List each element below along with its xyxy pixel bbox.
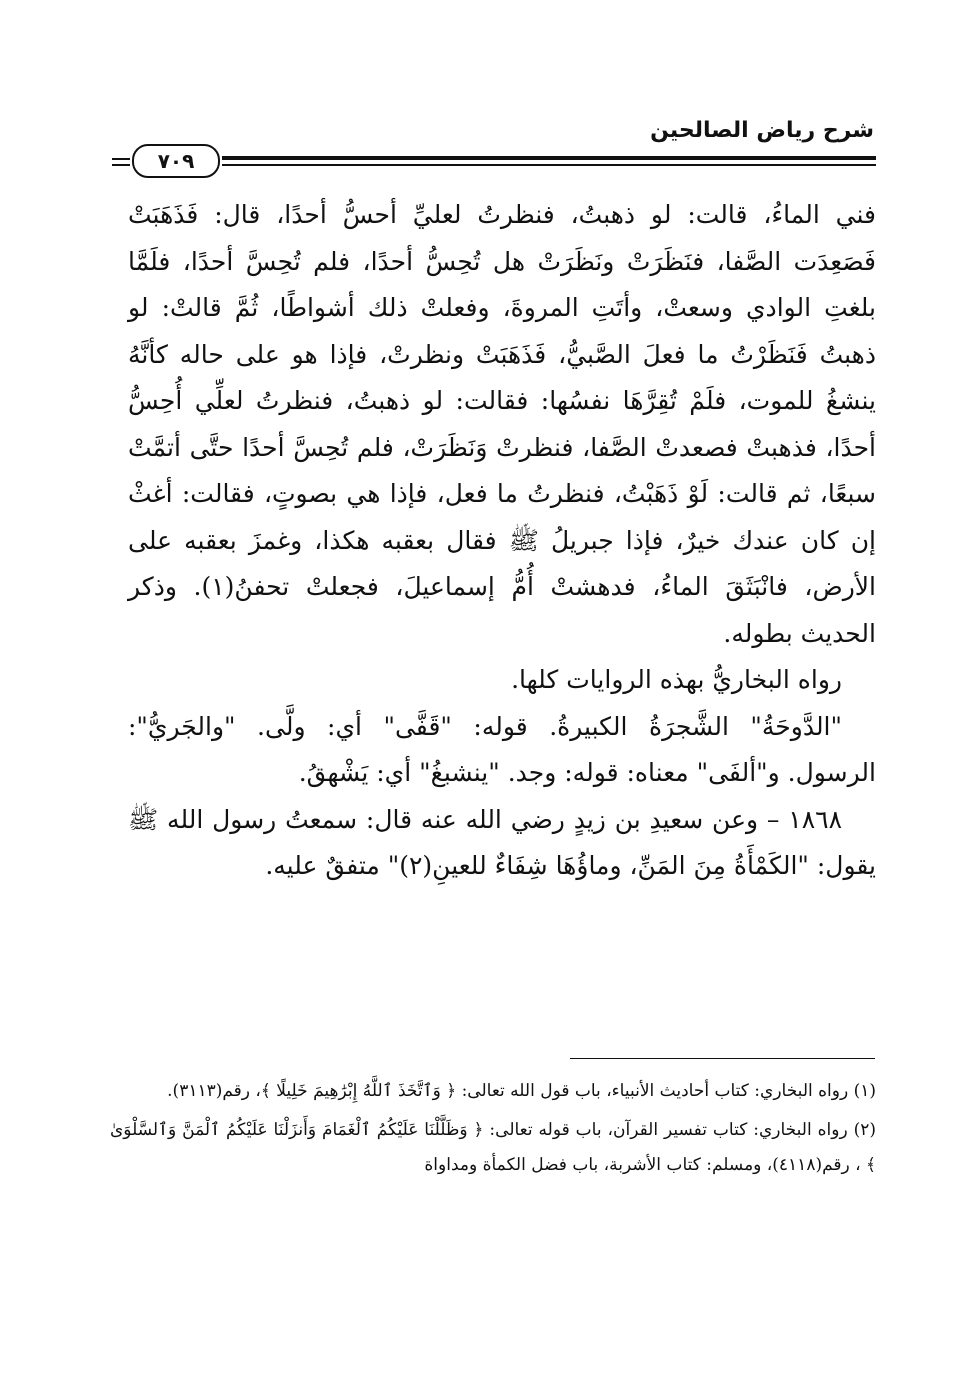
header-rule bbox=[222, 156, 876, 160]
footnotes bbox=[110, 1074, 876, 1187]
header-rule-thin bbox=[222, 164, 876, 166]
footnote: (١) رواه البخاري: كتاب أحاديث الأنبياء، باب قول الله تعالى: ﴿ وَٱتَّخَذَ ٱللَّهُ إِبْرَٰهِيمَ خَلِيلًا ﴾، رقم(٣١١٣). bbox=[167, 1081, 876, 1101]
paragraph: رواه البخاريُّ بهذه الروايات كلها. bbox=[511, 665, 842, 694]
main-text bbox=[128, 192, 876, 890]
page-header bbox=[112, 118, 876, 180]
hadith-paragraph: ١٨٦٨ – وعن سعيدِ بن زيدٍ رضي الله عنه قال: سمعتُ رسول الله ﷺ يقول: "الكَمْأَةُ مِنَ المَنِّ، وماؤُهَا شِفَاءٌ للعينِ(٢)" متفقٌ عليه. bbox=[128, 804, 876, 880]
header-rule-end bbox=[112, 158, 130, 160]
page-number: ٧٠٩ bbox=[132, 144, 220, 178]
footnote: (٢) رواه البخاري: كتاب تفسير القرآن، باب قوله تعالى: ﴿ وَظَلَّلْنَا عَلَيْكُمُ ٱلْغَمَامَ وَأَنزَلْنَا عَلَيْكُمُ ٱلْمَنَّ وَٱلسَّلْوَىٰ ﴾ ، رقم(٤١١٨)، ومسلم: كتاب الأشربة، باب فضل الكمأة ومداواة bbox=[110, 1120, 876, 1175]
header-rule-end-thin bbox=[112, 164, 130, 166]
book-title: شرح رياض الصالحين bbox=[650, 118, 874, 143]
footnote-divider bbox=[570, 1058, 875, 1059]
paragraph: "الدَّوحَةُ" الشَّجرَةُ الكبيرةُ. قوله: "قَفَّى" أي: ولَّى. "والجَريُّ": الرسول. و"ألفَى" معناه: قوله: وجد. "ينشبغُ" أي: يَشْهقُ. bbox=[128, 711, 876, 787]
paragraph: فني الماءُ، قالت: لو ذهبتُ، فنظرتُ لعليِّ أحسُّ أحدًا، قال: فَذَهَبَتْ فَصَعِدَت الصَّفا، فنَظَرَتْ ونَظَرَتْ هل تُحِسُّ أحدًا، فلم تُحِسَّ أحدًا، فلَمَّا بلغتِ الوادي وسعتْ، وأتَتِ المروةَ، وفعلتْ ذلك أشواطًا، ثُمَّ قالتْ: لو ذهبتُ فَنَظَرْتُ ما فعلَ الصَّبيُّ، فَذَهَبَتْ ونظرتْ، فإذا هو على حاله كأنَّهُ ينشغُ للموت، فلَمْ تُقِرَّهَا نفسُها: فقالت: لو ذهبتُ، فنظرتُ لعلِّي أُحِسُّ أحدًا، فذهبتْ فصعدتْ الصَّفا، فنظرتْ وَنَظَرَتْ، فلم تُحِسَّ أحدًا حتَّى أتمَّتْ سبعًا، ثم قالت: لَوْ ذَهَبْتُ، فنظرتُ ما فعل، فإذا هي بصوتٍ، فقالت: أغثْ إن كان عندك خيرٌ، فإذا جبريلُ ﷺ فقال بعقبه هكذا، وغمزَ بعقبه على الأرض، فانْبَثَقَ الماءُ، فدهشتْ أُمُّ إسماعيلَ، فجعلتْ تحفنُ(١). وذكر الحديث بطوله. bbox=[128, 200, 876, 648]
